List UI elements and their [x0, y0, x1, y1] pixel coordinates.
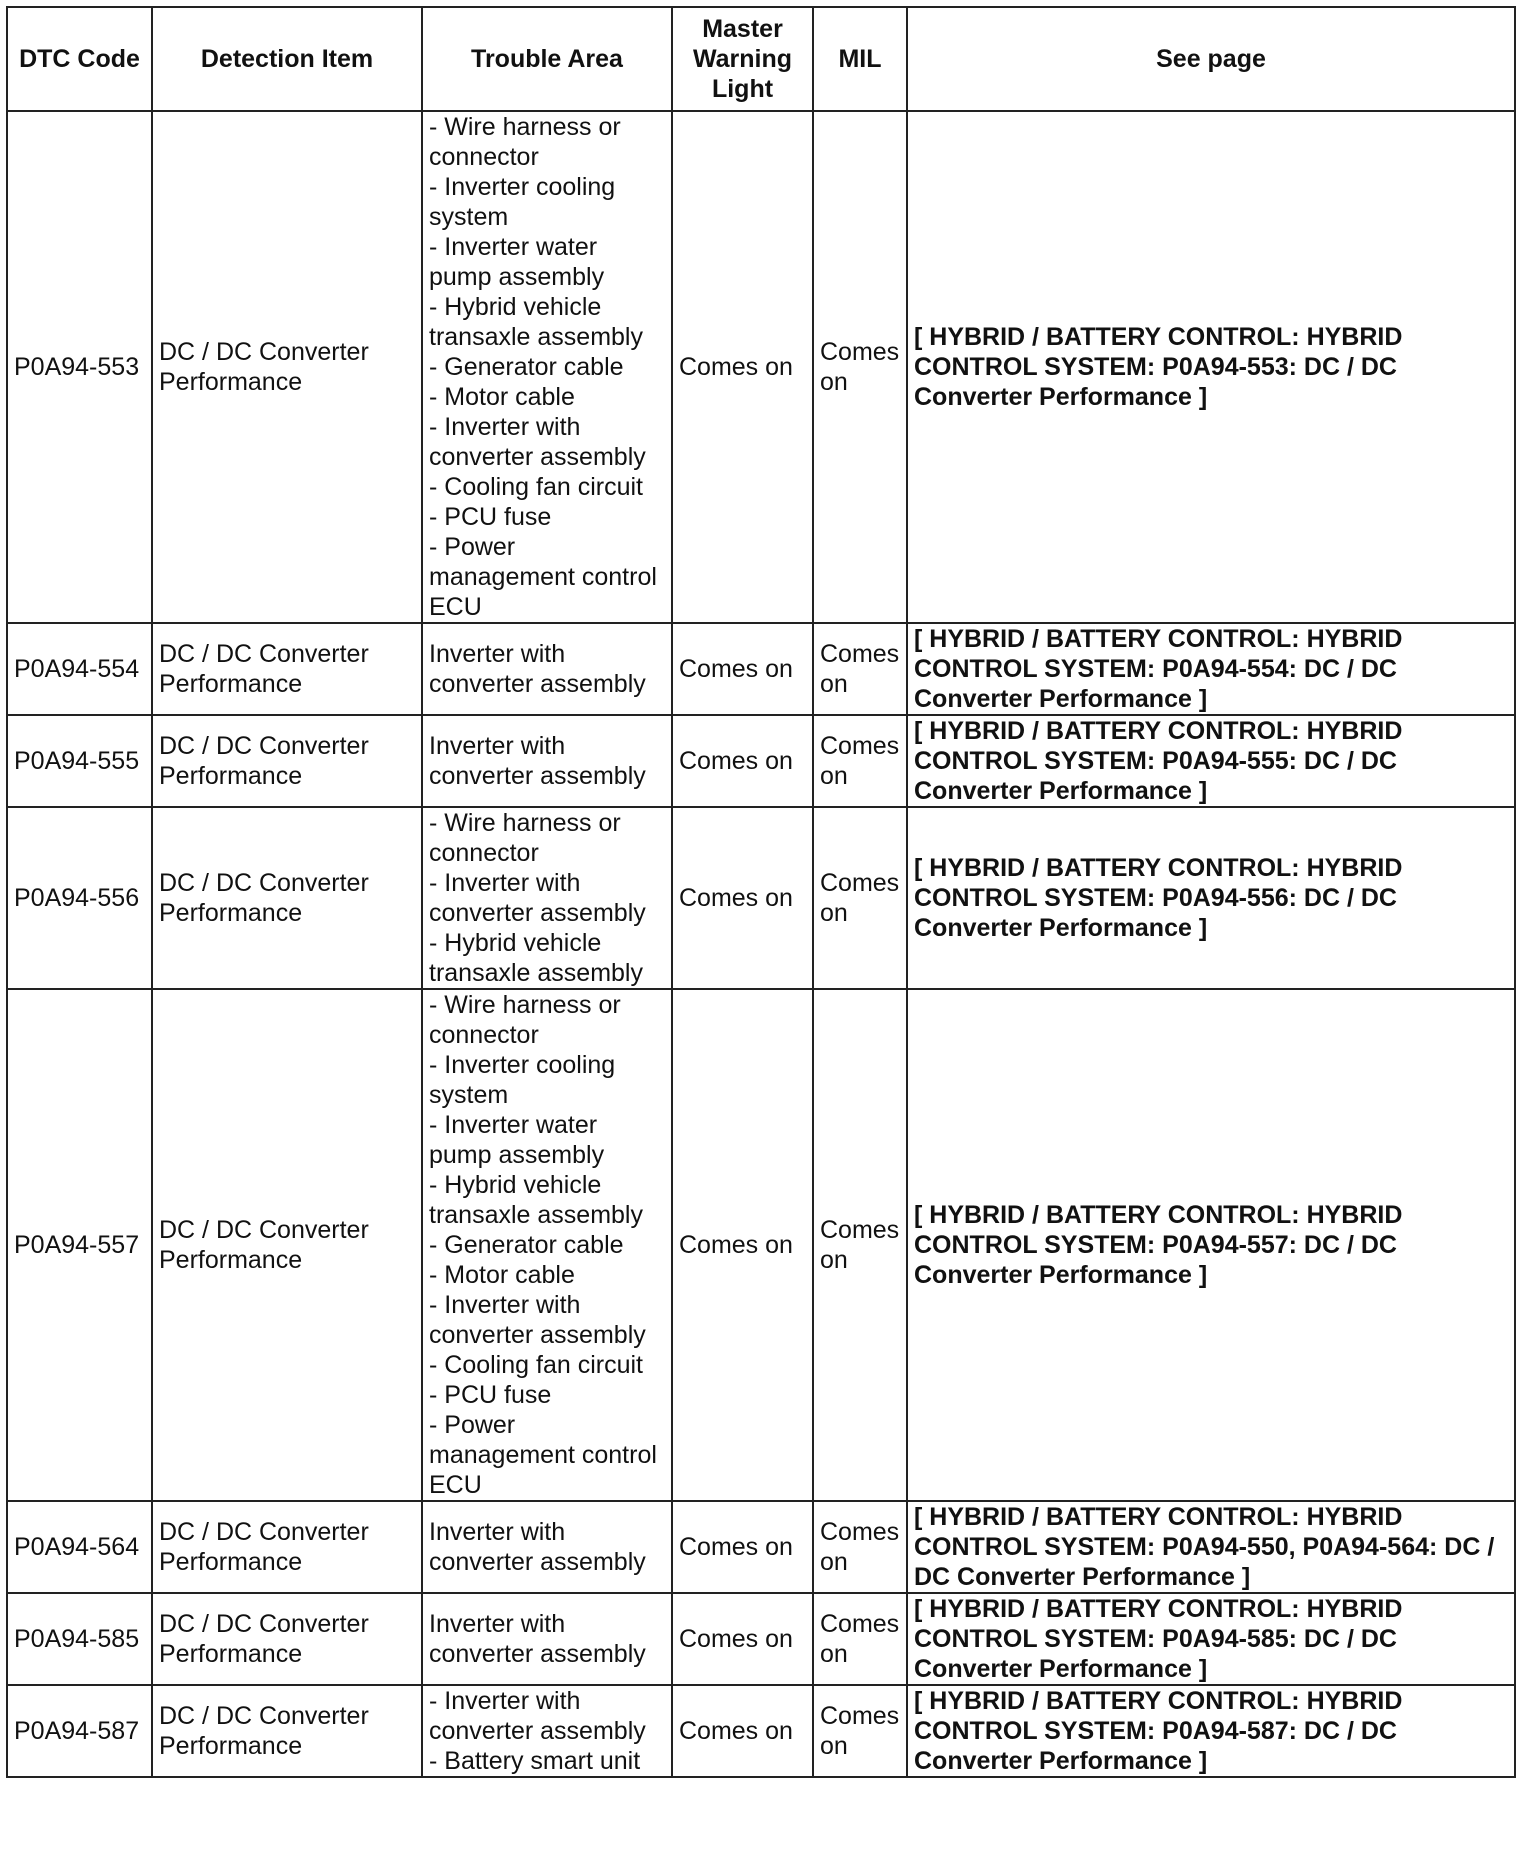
trouble-area-item: - Hybrid vehicle transaxle assembly [429, 293, 643, 351]
mil-cell: Comes on [813, 715, 907, 807]
trouble-area-item: - Inverter with converter assembly [429, 869, 646, 927]
trouble-area-item: - PCU fuse [429, 1381, 552, 1409]
trouble-area-item: - Generator cable [429, 353, 624, 381]
trouble-area-item: - Wire harness or connector [429, 113, 621, 171]
dtc-code-cell: P0A94-564 [7, 1501, 152, 1593]
trouble-area-item: - Cooling fan circuit [429, 473, 643, 501]
trouble-area-item: Inverter with converter assembly [429, 1518, 646, 1576]
header-trouble-area: Trouble Area [422, 7, 672, 111]
trouble-area-item: - Power management control ECU [429, 1411, 657, 1499]
header-detection-item: Detection Item [152, 7, 422, 111]
master-warning-cell: Comes on [672, 715, 813, 807]
master-warning-cell: Comes on [672, 989, 813, 1501]
trouble-area-item: - Battery smart unit [429, 1747, 641, 1775]
trouble-area-item: - Inverter with converter assembly [429, 1687, 646, 1745]
table-row [7, 111, 1515, 623]
dtc-code-cell: P0A94-587 [7, 1685, 152, 1777]
trouble-area-cell [422, 1501, 672, 1593]
master-warning-cell: Comes on [672, 1501, 813, 1593]
dtc-code-cell: P0A94-585 [7, 1593, 152, 1685]
mil-cell: Comes on [813, 1501, 907, 1593]
detection-item-cell: DC / DC Converter Performance [152, 111, 422, 623]
trouble-area-item: - PCU fuse [429, 503, 552, 531]
table-body [7, 111, 1515, 1777]
see-page-link[interactable]: [ HYBRID / BATTERY CONTROL: HYBRID CONTROL SYSTEM: P0A94-587: DC / DC Converter Performance ] [907, 1685, 1515, 1777]
detection-item-cell: DC / DC Converter Performance [152, 1593, 422, 1685]
dtc-code-cell: P0A94-555 [7, 715, 152, 807]
trouble-area-item: - Inverter water pump assembly [429, 233, 605, 291]
table-row [7, 989, 1515, 1501]
master-warning-cell: Comes on [672, 807, 813, 989]
trouble-area-item: - Power management control ECU [429, 533, 657, 621]
header-row [7, 7, 1515, 111]
detection-item-cell: DC / DC Converter Performance [152, 1501, 422, 1593]
table-row [7, 1501, 1515, 1593]
trouble-area-item: Inverter with converter assembly [429, 1610, 646, 1668]
trouble-area-item: - Inverter with converter assembly [429, 413, 646, 471]
master-warning-cell: Comes on [672, 623, 813, 715]
dtc-code-cell: P0A94-553 [7, 111, 152, 623]
mil-cell: Comes on [813, 623, 907, 715]
trouble-area-item: - Inverter cooling system [429, 1051, 616, 1109]
master-warning-cell: Comes on [672, 1685, 813, 1777]
master-warning-cell: Comes on [672, 111, 813, 623]
see-page-link[interactable]: [ HYBRID / BATTERY CONTROL: HYBRID CONTROL SYSTEM: P0A94-557: DC / DC Converter Performance ] [907, 989, 1515, 1501]
detection-item-cell: DC / DC Converter Performance [152, 807, 422, 989]
detection-item-cell: DC / DC Converter Performance [152, 715, 422, 807]
header-dtc-code: DTC Code [7, 7, 152, 111]
see-page-link[interactable]: [ HYBRID / BATTERY CONTROL: HYBRID CONTROL SYSTEM: P0A94-555: DC / DC Converter Performance ] [907, 715, 1515, 807]
header-mil: MIL [813, 7, 907, 111]
trouble-area-item: - Inverter water pump assembly [429, 1111, 605, 1169]
table-row [7, 1593, 1515, 1685]
detection-item-cell: DC / DC Converter Performance [152, 989, 422, 1501]
trouble-area-item: - Inverter cooling system [429, 173, 616, 231]
dtc-table [6, 6, 1516, 1778]
trouble-area-cell [422, 989, 672, 1501]
trouble-area-item: Inverter with converter assembly [429, 640, 646, 698]
table-row [7, 623, 1515, 715]
trouble-area-cell [422, 623, 672, 715]
table-row [7, 1685, 1515, 1777]
detection-item-cell: DC / DC Converter Performance [152, 623, 422, 715]
trouble-area-cell [422, 715, 672, 807]
trouble-area-item: - Wire harness or connector [429, 991, 621, 1049]
see-page-link[interactable]: [ HYBRID / BATTERY CONTROL: HYBRID CONTROL SYSTEM: P0A94-585: DC / DC Converter Performance ] [907, 1593, 1515, 1685]
trouble-area-item: - Hybrid vehicle transaxle assembly [429, 929, 643, 987]
see-page-link[interactable]: [ HYBRID / BATTERY CONTROL: HYBRID CONTROL SYSTEM: P0A94-553: DC / DC Converter Performance ] [907, 111, 1515, 623]
trouble-area-cell [422, 1593, 672, 1685]
table-header [7, 7, 1515, 111]
trouble-area-item: Inverter with converter assembly [429, 732, 646, 790]
mil-cell: Comes on [813, 1685, 907, 1777]
see-page-link[interactable]: [ HYBRID / BATTERY CONTROL: HYBRID CONTROL SYSTEM: P0A94-556: DC / DC Converter Performance ] [907, 807, 1515, 989]
see-page-link[interactable]: [ HYBRID / BATTERY CONTROL: HYBRID CONTROL SYSTEM: P0A94-550, P0A94-564: DC / DC Converter Performance ] [907, 1501, 1515, 1593]
dtc-code-cell: P0A94-554 [7, 623, 152, 715]
master-warning-cell: Comes on [672, 1593, 813, 1685]
trouble-area-item: - Generator cable [429, 1231, 624, 1259]
trouble-area-item: - Motor cable [429, 1261, 575, 1289]
dtc-code-cell: P0A94-557 [7, 989, 152, 1501]
trouble-area-cell [422, 111, 672, 623]
trouble-area-cell [422, 1685, 672, 1777]
see-page-link[interactable]: [ HYBRID / BATTERY CONTROL: HYBRID CONTROL SYSTEM: P0A94-554: DC / DC Converter Performance ] [907, 623, 1515, 715]
mil-cell: Comes on [813, 807, 907, 989]
header-see-page: See page [907, 7, 1515, 111]
mil-cell: Comes on [813, 989, 907, 1501]
mil-cell: Comes on [813, 111, 907, 623]
trouble-area-item: - Motor cable [429, 383, 575, 411]
trouble-area-item: - Inverter with converter assembly [429, 1291, 646, 1349]
trouble-area-item: - Hybrid vehicle transaxle assembly [429, 1171, 643, 1229]
trouble-area-cell [422, 807, 672, 989]
table-row [7, 715, 1515, 807]
header-master-warning-light: Master Warning Light [672, 7, 813, 111]
mil-cell: Comes on [813, 1593, 907, 1685]
trouble-area-item: - Cooling fan circuit [429, 1351, 643, 1379]
trouble-area-item: - Wire harness or connector [429, 809, 621, 867]
detection-item-cell: DC / DC Converter Performance [152, 1685, 422, 1777]
dtc-code-cell: P0A94-556 [7, 807, 152, 989]
table-row [7, 807, 1515, 989]
